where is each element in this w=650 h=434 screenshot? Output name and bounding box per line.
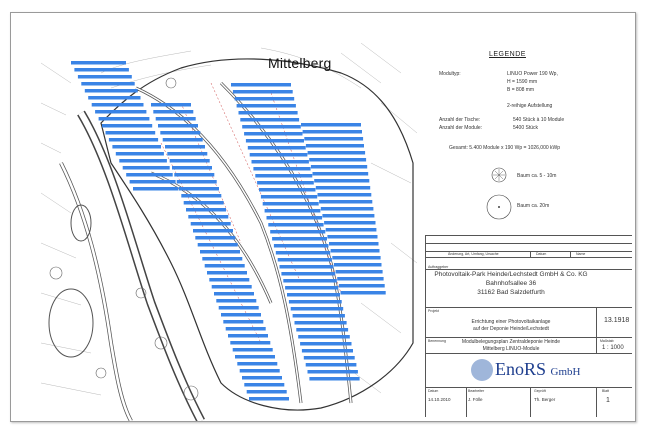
pv-module-row bbox=[233, 90, 293, 94]
module-height: H = 1590 mm bbox=[507, 79, 538, 85]
pv-module-row bbox=[158, 124, 198, 128]
pv-module-row bbox=[78, 75, 132, 79]
pv-module-row bbox=[188, 215, 228, 219]
pv-module-row bbox=[321, 207, 374, 211]
pv-module-row bbox=[337, 277, 383, 281]
pv-module-row bbox=[244, 132, 302, 136]
pv-module-row bbox=[195, 236, 235, 240]
module-width: B = 808 mm bbox=[507, 87, 535, 93]
project-label: Projekt bbox=[428, 309, 439, 313]
pv-module-row bbox=[295, 321, 347, 325]
pv-module-row bbox=[293, 314, 345, 318]
pv-module-row bbox=[177, 180, 217, 184]
pv-module-row bbox=[257, 181, 314, 185]
pv-module-row bbox=[261, 195, 317, 199]
pv-module-row bbox=[268, 223, 323, 227]
pv-module-row bbox=[88, 96, 140, 100]
drawn-label: Bearbeiter bbox=[468, 389, 485, 393]
pv-module-row bbox=[329, 242, 379, 246]
sheet-label: Blatt bbox=[602, 389, 610, 393]
pv-module-row bbox=[106, 131, 156, 135]
pv-module-row bbox=[240, 369, 280, 373]
date-label: Datum bbox=[428, 389, 439, 393]
pv-module-row bbox=[92, 103, 144, 107]
pv-module-row bbox=[214, 292, 254, 296]
pv-module-row bbox=[263, 202, 319, 206]
company-suffix: GmbH bbox=[550, 366, 581, 378]
pv-module-row bbox=[231, 83, 291, 87]
pv-module-row bbox=[81, 82, 134, 86]
pv-module-row bbox=[252, 160, 309, 164]
pv-module-row bbox=[223, 320, 263, 324]
pv-module-row bbox=[341, 291, 386, 295]
pv-module-row bbox=[319, 200, 372, 204]
pv-module-row bbox=[212, 285, 252, 289]
client-street: Bahnhofsallee 36 bbox=[485, 280, 537, 287]
pv-module-row bbox=[308, 151, 366, 155]
pv-module-row bbox=[270, 230, 325, 234]
pv-module-row bbox=[235, 97, 295, 101]
pv-module-row bbox=[316, 186, 370, 190]
pv-module-row bbox=[95, 110, 146, 114]
pv-module-row bbox=[253, 167, 310, 171]
pv-module-row bbox=[339, 284, 385, 288]
pv-module-row bbox=[331, 249, 380, 253]
sheet-value: 1 bbox=[606, 397, 610, 404]
client-city: 31162 Bad Salzdetfurth bbox=[477, 289, 545, 296]
pv-module-row bbox=[165, 145, 205, 149]
pv-module-row bbox=[309, 158, 366, 162]
pv-module-row bbox=[336, 270, 383, 274]
total-output: Gesamt: 5.400 Module x 190 Wp = 1026,000 kWp bbox=[449, 145, 561, 151]
drawing-sheet bbox=[10, 12, 636, 422]
pv-module-row bbox=[272, 237, 327, 241]
pv-module-row bbox=[237, 104, 296, 108]
pv-module-row bbox=[296, 328, 348, 332]
pv-module-row bbox=[153, 110, 193, 114]
pv-module-row bbox=[246, 139, 304, 143]
modultyp-label: Modultyp: bbox=[439, 71, 461, 77]
pv-module-row bbox=[313, 172, 369, 176]
checked-label: Geprüft bbox=[534, 389, 546, 393]
pv-module-row bbox=[306, 144, 364, 148]
pv-module-row bbox=[300, 342, 351, 346]
pv-module-row bbox=[265, 209, 321, 213]
pv-module-row bbox=[179, 187, 219, 191]
pv-module-row bbox=[181, 194, 221, 198]
pv-module-row bbox=[228, 334, 268, 338]
pv-module-row bbox=[249, 397, 289, 401]
pv-module-row bbox=[242, 125, 301, 129]
pv-module-row bbox=[280, 265, 334, 269]
pv-module-row bbox=[151, 103, 191, 107]
pv-module-row bbox=[230, 341, 270, 345]
site-plan-map bbox=[41, 43, 417, 421]
pv-module-row bbox=[283, 279, 337, 283]
pv-module-row bbox=[109, 138, 158, 142]
modules-label: Anzahl der Module: bbox=[439, 125, 483, 131]
pv-module-row bbox=[216, 299, 256, 303]
pv-module-row bbox=[248, 146, 306, 150]
pv-module-row bbox=[200, 250, 240, 254]
pv-module-row bbox=[102, 124, 152, 128]
project-line-1: Errichtung einer Photovoltaikanlage bbox=[471, 319, 551, 325]
pv-module-row bbox=[322, 214, 374, 218]
pv-module-row bbox=[163, 138, 203, 142]
pv-module-row bbox=[209, 278, 249, 282]
drawn-value: J. Fölle bbox=[468, 397, 483, 402]
scale-value: 1 : 1000 bbox=[602, 345, 624, 351]
pv-module-row bbox=[334, 263, 382, 267]
pv-module-row bbox=[235, 355, 275, 359]
pv-module-row bbox=[287, 293, 340, 297]
pv-module-row bbox=[259, 188, 316, 192]
revision-header-3: Name bbox=[576, 252, 586, 256]
pv-module-row bbox=[326, 228, 377, 232]
scale-label: Maßstab bbox=[600, 339, 614, 343]
pv-module-row bbox=[207, 271, 247, 275]
client-label: Auftraggeber bbox=[428, 265, 449, 269]
pv-module-row bbox=[267, 216, 323, 220]
tables-value: 540 Stück à 10 Module bbox=[513, 117, 565, 123]
pv-module-row bbox=[237, 362, 277, 366]
tables-label: Anzahl der Tische: bbox=[439, 117, 481, 123]
pv-module-row bbox=[314, 179, 369, 183]
sun-icon bbox=[471, 359, 493, 381]
pv-module-row bbox=[85, 89, 138, 93]
pv-module-row bbox=[156, 117, 196, 121]
drawing-line-2: Mittelberg LINUO-Module bbox=[482, 346, 540, 352]
pv-module-row bbox=[170, 159, 210, 163]
pv-module-row bbox=[304, 356, 355, 360]
title-block bbox=[425, 235, 632, 417]
pv-module-row bbox=[205, 264, 245, 268]
pv-module-row bbox=[226, 327, 266, 331]
client-name: Photovoltaik-Park Heinde/Lechstedt GmbH & Co. KG bbox=[434, 271, 588, 278]
pv-module-row bbox=[327, 235, 377, 239]
revision-header-2: Datum bbox=[536, 252, 547, 256]
pv-module-row bbox=[119, 159, 167, 163]
tree-large-label: Baum ca. 20m bbox=[517, 203, 550, 209]
tree-small-label: Baum ca. 5 - 10m bbox=[517, 173, 557, 179]
pv-module-row bbox=[324, 221, 375, 225]
map-title: Mittelberg bbox=[268, 55, 332, 71]
pv-module-row bbox=[311, 165, 367, 169]
pv-module-row bbox=[278, 258, 332, 262]
pv-module-row bbox=[133, 187, 179, 191]
pv-module-row bbox=[308, 370, 358, 374]
pv-module-row bbox=[276, 251, 330, 255]
pv-module-row bbox=[123, 166, 170, 170]
pv-module-row bbox=[306, 363, 357, 367]
pv-module-row bbox=[239, 111, 298, 115]
pv-module-row bbox=[242, 376, 282, 380]
pv-module-row bbox=[191, 222, 231, 226]
drawing-line-1: Modulbelegungsplan Zentraldeponie Heinde bbox=[461, 339, 561, 345]
pv-module-row bbox=[112, 145, 161, 149]
pv-module-row bbox=[160, 131, 200, 135]
pv-module-row bbox=[255, 174, 312, 178]
company-logo bbox=[471, 357, 601, 385]
project-line-2: auf der Deponie Heinde/Lechstedt bbox=[473, 326, 549, 332]
pv-module-row bbox=[291, 307, 344, 311]
pv-module-row bbox=[99, 117, 150, 121]
layout-note: 2-reihige Aufstellung bbox=[507, 103, 553, 109]
pv-module-row bbox=[332, 256, 380, 260]
project-number: 13.1918 bbox=[604, 317, 630, 324]
pv-module-row bbox=[302, 349, 353, 353]
pv-module-row bbox=[303, 130, 362, 134]
date-value: 14.10.2010 bbox=[428, 397, 451, 402]
pv-module-row bbox=[116, 152, 164, 156]
pv-module-row bbox=[172, 166, 212, 170]
drawing-label: Benennung bbox=[428, 339, 446, 343]
pv-module-row bbox=[240, 118, 299, 122]
modultyp-value: LINUO Power 190 Wp, bbox=[507, 71, 558, 77]
pv-module-row bbox=[304, 137, 363, 141]
pv-module-row bbox=[219, 306, 259, 310]
pv-module-row bbox=[318, 193, 372, 197]
tree-small-icon bbox=[489, 165, 509, 185]
pv-module-row bbox=[198, 243, 238, 247]
pv-module-row bbox=[126, 173, 173, 177]
pv-module-row bbox=[74, 68, 128, 72]
company-name: EnoRS bbox=[495, 359, 547, 379]
pv-module-row bbox=[309, 377, 359, 381]
pv-module-row bbox=[167, 152, 207, 156]
pv-module-row bbox=[184, 201, 224, 205]
pv-module-row bbox=[233, 348, 273, 352]
pv-module-row bbox=[244, 383, 284, 387]
pv-module-row bbox=[247, 390, 287, 394]
pv-module-row bbox=[250, 153, 308, 157]
modules-value: 5400 Stück bbox=[513, 125, 539, 131]
pv-module-row bbox=[174, 173, 214, 177]
pv-module-row bbox=[71, 61, 126, 65]
pv-module-row bbox=[221, 313, 261, 317]
pv-module-row bbox=[285, 286, 338, 290]
checked-value: Th. Berger bbox=[534, 397, 556, 402]
pv-module-row bbox=[130, 180, 176, 184]
legend-panel bbox=[425, 49, 631, 225]
pv-module-row bbox=[289, 300, 342, 304]
pv-module-row bbox=[298, 335, 350, 339]
pv-module-row bbox=[193, 229, 233, 233]
legend-heading: LEGENDE bbox=[489, 51, 526, 58]
pv-module-row bbox=[202, 257, 242, 261]
pv-module-row bbox=[186, 208, 226, 212]
pv-module-row bbox=[301, 123, 361, 127]
tree-large-icon bbox=[485, 193, 513, 221]
pv-module-row bbox=[281, 272, 335, 276]
revision-header-1: Änderung, Art, Umfang, Ursache bbox=[448, 252, 499, 256]
pv-module-row bbox=[274, 244, 329, 248]
